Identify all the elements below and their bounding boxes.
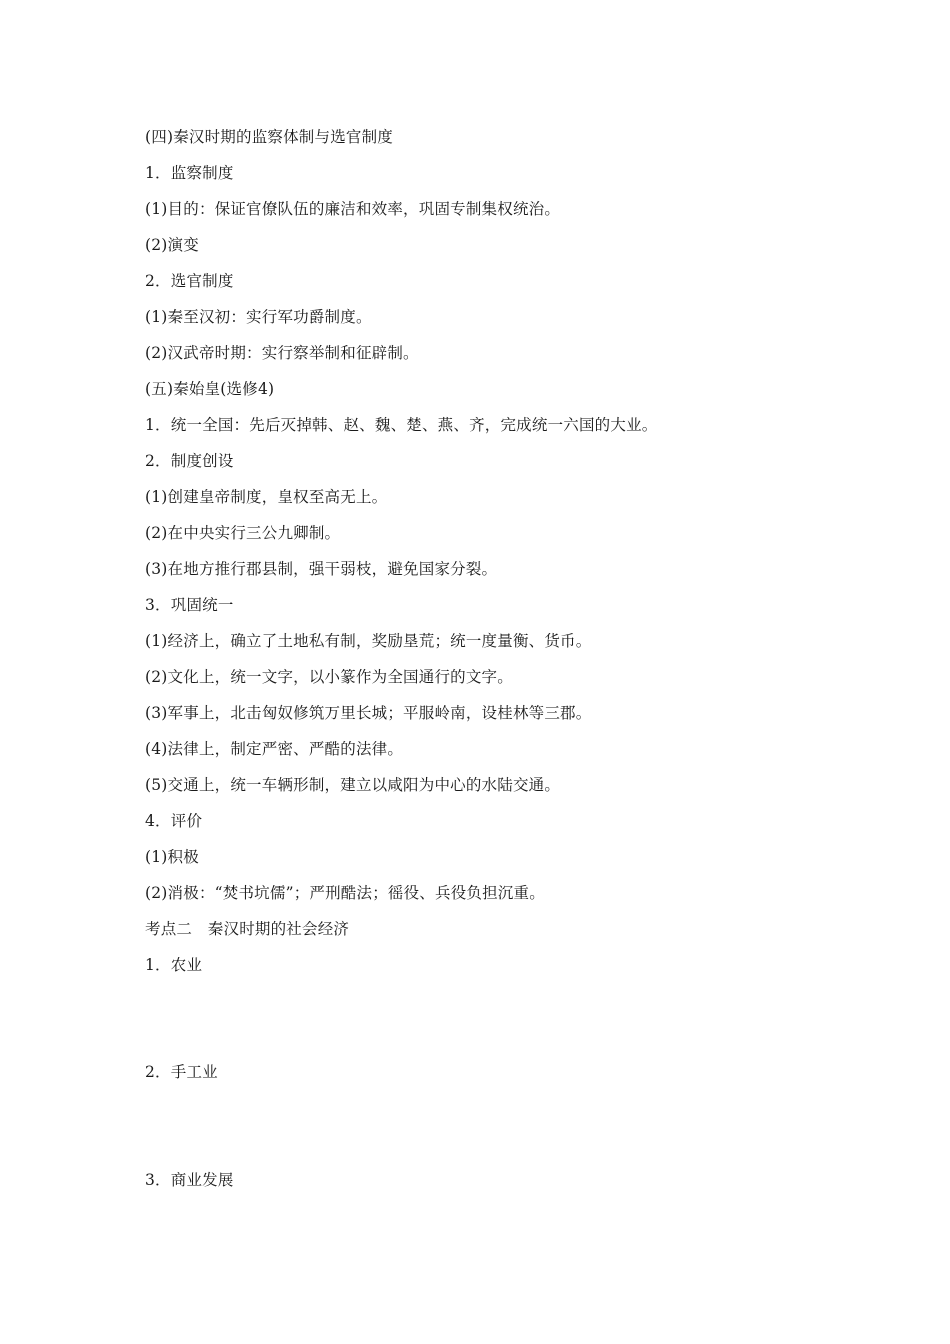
item-evaluation: 4．评价 (145, 812, 203, 830)
item-positive: (1)积极 (145, 848, 199, 866)
item-qin-early-han: (1)秦至汉初：实行军功爵制度。 (145, 308, 372, 326)
item-law: (4)法律上，制定严密、严酷的法律。 (145, 740, 404, 758)
item-three-lords-nine-ministers: (2)在中央实行三公九卿制。 (145, 524, 341, 542)
item-economy: (1)经济上，确立了土地私有制，奖励垦荒；统一度量衡、货币。 (145, 632, 592, 650)
item-supervision-system: 1．监察制度 (145, 164, 234, 182)
item-emperor-system: (1)创建皇帝制度，皇权至高无上。 (145, 488, 388, 506)
section-heading-supervision-official-selection: (四)秦汉时期的监察体制与选官制度 (145, 128, 393, 146)
item-consolidation: 3．巩固统一 (145, 596, 234, 614)
item-official-selection: 2．选官制度 (145, 272, 234, 290)
item-commandery-county: (3)在地方推行郡县制，强干弱枝，避免国家分裂。 (145, 560, 498, 578)
item-handicraft: 2．手工业 (145, 1063, 218, 1081)
item-culture: (2)文化上，统一文字，以小篆作为全国通行的文字。 (145, 668, 513, 686)
item-unification: 1．统一全国：先后灭掉韩、赵、魏、楚、燕、齐，完成统一六国的大业。 (145, 416, 658, 434)
item-evolution: (2)演变 (145, 236, 199, 254)
exam-point-heading: 考点二 秦汉时期的社会经济 (145, 920, 350, 938)
item-commerce: 3．商业发展 (145, 1171, 234, 1189)
section-heading-qin-shihuang: (五)秦始皇(选修4) (145, 380, 275, 398)
item-negative: (2)消极：“焚书坑儒”；严刑酷法；徭役、兵役负担沉重。 (145, 884, 545, 902)
item-military: (3)军事上，北击匈奴修筑万里长城；平服岭南，设桂林等三郡。 (145, 704, 592, 722)
item-agriculture: 1．农业 (145, 956, 203, 974)
item-transport: (5)交通上，统一车辆形制，建立以咸阳为中心的水陆交通。 (145, 776, 561, 794)
item-han-wudi: (2)汉武帝时期：实行察举制和征辟制。 (145, 344, 419, 362)
item-purpose: (1)目的：保证官僚队伍的廉洁和效率，巩固专制集权统治。 (145, 200, 561, 218)
item-institutions: 2．制度创设 (145, 452, 234, 470)
